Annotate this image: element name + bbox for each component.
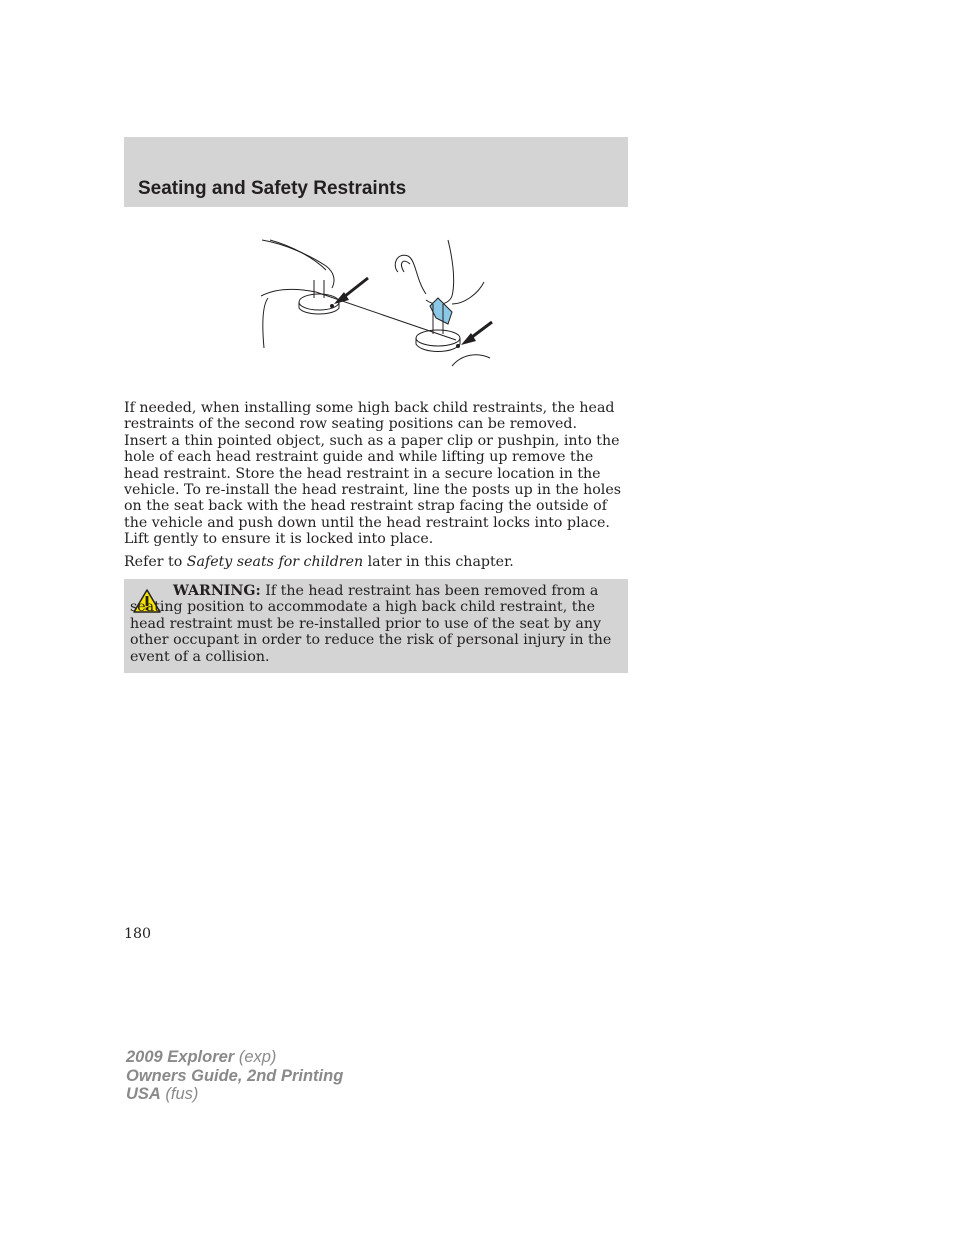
reference-prefix: Refer to — [124, 553, 187, 570]
reference-suffix: later in this chapter. — [363, 553, 514, 570]
warning-message: If the head restraint has been removed from a seating position to accommodate a high back child restraint, the head restraint must be re-installed prior to use of the seat by any other occupant in order to reduce the risk of personal injury in the event of a collision. — [130, 583, 612, 665]
footer-market: USA — [126, 1085, 161, 1103]
section-header-band — [124, 137, 628, 207]
warning-box — [124, 579, 628, 673]
warning-label: WARNING: — [173, 583, 261, 599]
reference-link-text: Safety seats for children — [186, 553, 364, 570]
instruction-paragraph: If needed, when installing some high back child restraints, the head restraints of the second row seating positions can be removed. Insert a thin pointed object, such as a paper clip or pushpin, into the hole of each head restraint guide and while lifting up remove the head restraint. Store the head restraint in a secure location in the vehicle. To re-install the head restraint, line the posts up in the holes on the seat back with the head restraint strap facing the outside of the vehicle and push down until the head restraint locks into place. Lift gently to ensure it is locked into place. — [124, 400, 622, 548]
head-restraint-illustration — [256, 236, 500, 370]
footer-line-1 — [126, 1048, 343, 1067]
footer-model: 2009 Explorer — [126, 1048, 235, 1066]
body-text — [124, 400, 624, 576]
page-number: 180 — [124, 926, 152, 942]
footer-line-3 — [126, 1085, 343, 1104]
footer-market-code: (fus) — [160, 1085, 199, 1103]
footer-line-2 — [126, 1067, 343, 1086]
warning-text — [130, 583, 622, 665]
section-title: Seating and Safety Restraints — [138, 178, 407, 199]
footer-model-code: (exp) — [234, 1048, 277, 1066]
footer-printing: Owners Guide, 2nd Printing — [126, 1066, 344, 1085]
document-footer — [126, 1048, 343, 1104]
reference-paragraph — [124, 554, 624, 570]
